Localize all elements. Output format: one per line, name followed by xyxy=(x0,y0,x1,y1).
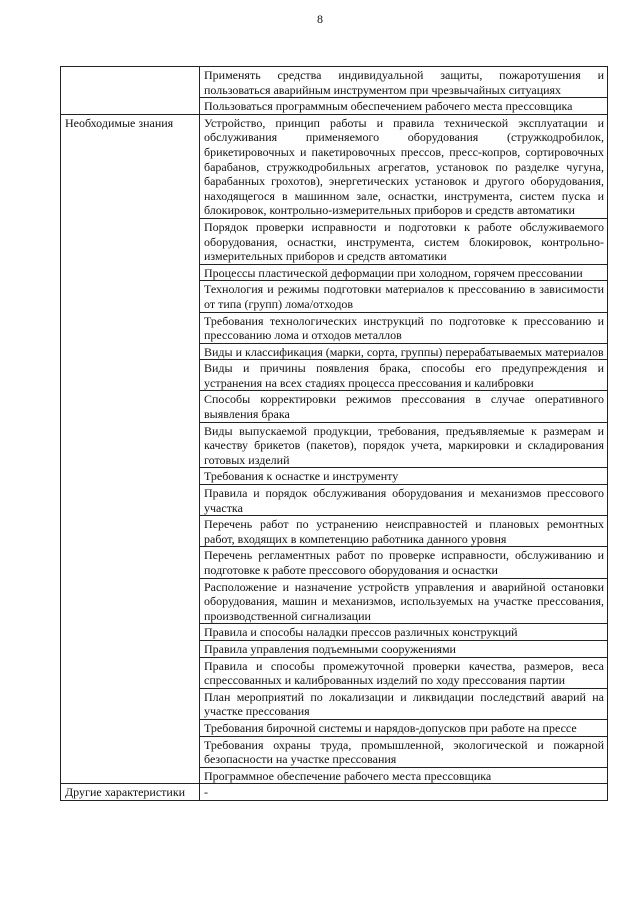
row-text: Правила и способы промежуточной проверки качества, размеров, веса спрессованных и калиброванных изделий по ходу прессования партии xyxy=(200,657,608,688)
row-label: Другие характеристики xyxy=(61,784,200,801)
row-text: Порядок проверки исправности и подготовки к работе обслуживаемого оборудования, оснастки, инструмента, систем блокировок, контрольно-измерительных приборов и средств автоматики xyxy=(200,218,608,264)
row-text: Применять средства индивидуальной защиты, пожаротушения и пользоваться аварийным инструментом при чрезвычайных ситуациях xyxy=(200,67,608,98)
row-text: Правила управления подъемными сооружениями xyxy=(200,640,608,657)
row-label xyxy=(61,67,200,115)
row-text: Виды выпускаемой продукции, требования, предъявляемые к размерам и качеству брикетов (пакетов), порядок учета, маркировки и складирования готовых изделий xyxy=(200,422,608,468)
row-label: Необходимые знания xyxy=(61,114,200,784)
row-text: Пользоваться программным обеспечением рабочего места прессовщика xyxy=(200,98,608,115)
row-text: Правила и порядок обслуживания оборудования и механизмов прессового участка xyxy=(200,485,608,516)
row-text: Требования к оснастке и инструменту xyxy=(200,468,608,485)
row-text: План мероприятий по локализации и ликвидации последствий аварий на участке прессования xyxy=(200,688,608,719)
row-text: Правила и способы наладки прессов различных конструкций xyxy=(200,624,608,641)
requirements-table-body xyxy=(61,67,608,801)
row-text: Виды и классификация (марки, сорта, группы) перерабатываемых материалов xyxy=(200,343,608,360)
row-text: Перечень работ по устранению неисправностей и плановых ремонтных работ, входящих в компетенцию работника данного уровня xyxy=(200,516,608,547)
row-text: Технология и режимы подготовки материалов к прессованию в зависимости от типа (групп) лома/отходов xyxy=(200,281,608,312)
row-text: Требования бирочной системы и нарядов-допусков при работе на прессе xyxy=(200,719,608,736)
row-text: - xyxy=(200,784,608,801)
row-text: Способы корректировки режимов прессования в случае оперативного выявления брака xyxy=(200,391,608,422)
knowledge-row xyxy=(61,114,608,218)
requirements-table xyxy=(60,66,608,801)
other-characteristics-row xyxy=(61,784,608,801)
row-text: Требования технологических инструкций по подготовке к прессованию и прессованию лома и отходов металлов xyxy=(200,312,608,343)
page-number: 8 xyxy=(317,12,323,26)
row-text: Перечень регламентных работ по проверке исправности, обслуживанию и подготовке к работе прессового оборудования и оснастки xyxy=(200,547,608,578)
row-text: Программное обеспечение рабочего места прессовщика xyxy=(200,767,608,784)
row-text: Виды и причины появления брака, способы его предупреждения и устранения на всех стадиях процесса прессования и калибровки xyxy=(200,360,608,391)
row-text: Процессы пластической деформации при холодном, горячем прессовании xyxy=(200,264,608,281)
skills-row xyxy=(61,67,608,98)
row-text: Устройство, принцип работы и правила технической эксплуатации и обслуживания применяемого оборудования (стружкодробилок, брикетировочных и пакетировочных прессов, пресс-копров, сортировочных барабанов, стружкодробильных агрегатов, установок по разделке чугуна, барабанных грохотов), энергетических установок и другого оборудования, находящегося в машинном зале, оснастки, инструмента, систем пуска и блокировок, контрольно-измерительных приборов и средств автоматики xyxy=(200,114,608,218)
row-text: Расположение и назначение устройств управления и аварийной остановки оборудования, машин и механизмов, используемых на участке прессования, производственной сигнализации xyxy=(200,578,608,624)
row-text: Требования охраны труда, промышленной, экологической и пожарной безопасности на участке прессования xyxy=(200,736,608,767)
